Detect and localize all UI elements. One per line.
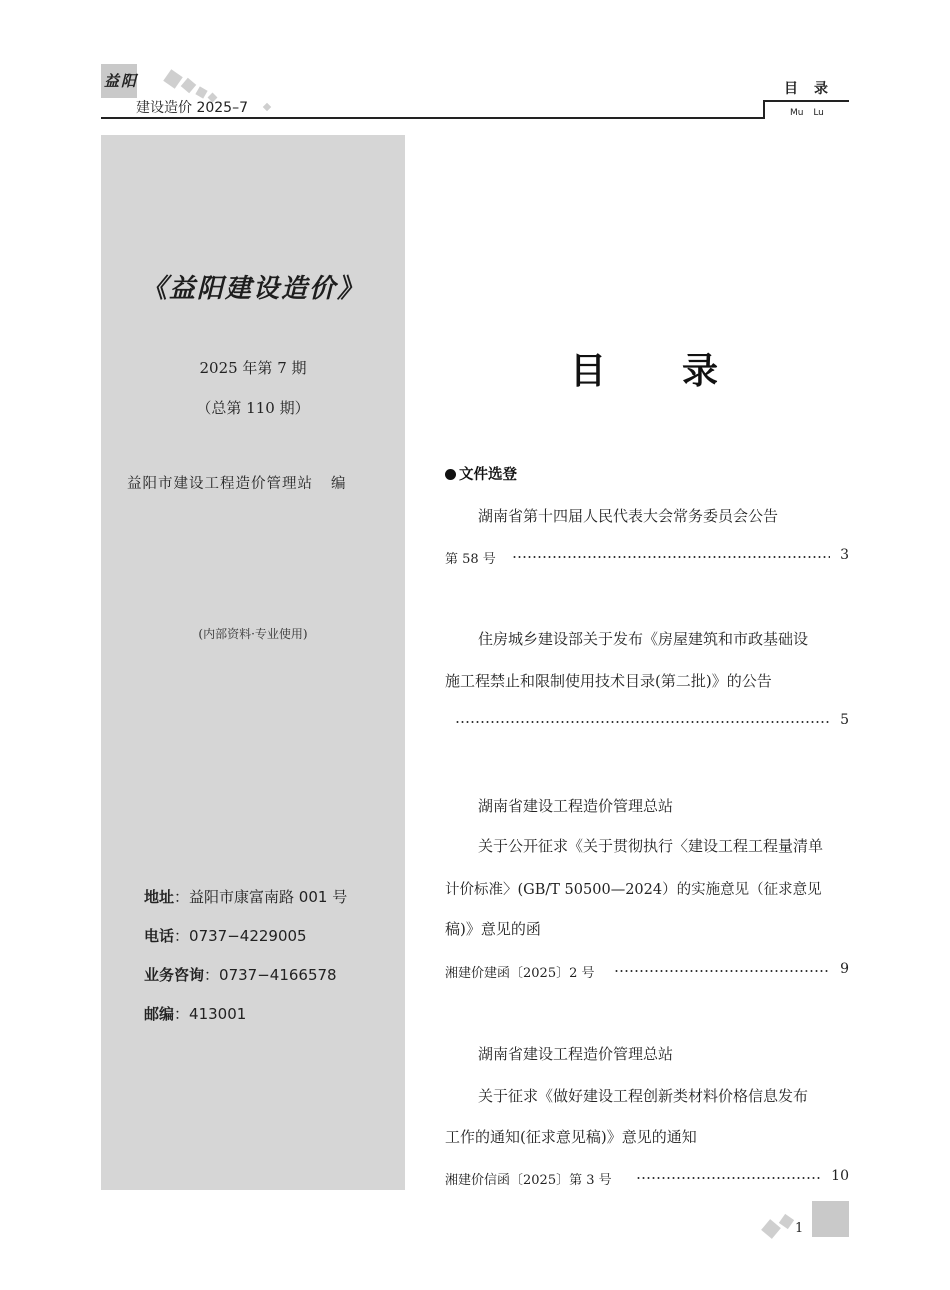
toc-entry-line[interactable]: 湖南省建设工程造价管理总站 (478, 797, 674, 815)
contact-value: 413001 (189, 1005, 247, 1023)
header-rule-step (763, 100, 765, 119)
contact-label: 邮编 (144, 1005, 175, 1023)
editor-org: 益阳市建设工程造价管理站 (127, 476, 313, 492)
issue-number: 2025 年第 7 期 (199, 359, 307, 377)
contact-value: 0737−4166578 (219, 966, 337, 984)
decorative-tile (779, 1214, 794, 1229)
toc-leader-dots (455, 721, 830, 723)
contact-postcode (144, 1003, 246, 1024)
total-issue-number: （总第 110 期） (196, 399, 310, 417)
bullet-icon (445, 469, 456, 480)
toc-leader-dots (636, 1177, 822, 1179)
toc-leader-dots (512, 556, 830, 558)
toc-entry-page[interactable]: 9 (840, 961, 849, 977)
internal-use-note: (内部资料·专业使用) (198, 627, 308, 641)
editor-credit (127, 472, 347, 493)
toc-entry-ref: 湘建价建函〔2025〕2 号 (445, 966, 595, 981)
decorative-tile (181, 78, 196, 93)
magazine-title: 《益阳建设造价》 (140, 274, 365, 304)
header-rule-right (765, 100, 849, 102)
contact-label: 业务咨询 (144, 966, 205, 984)
toc-entry-page[interactable]: 5 (840, 712, 849, 728)
logo-text: 益阳 (104, 72, 139, 90)
contact-label: 地址 (144, 888, 175, 906)
contact-separator: ： (204, 966, 220, 984)
header-issue-label: 建设造价 2025–7 (136, 100, 248, 116)
toc-entry-line[interactable]: 住房城乡建设部关于发布《房屋建筑和市政基础设 (478, 630, 809, 648)
toc-entry-line[interactable]: 工作的通知(征求意见稿)》意见的通知 (445, 1128, 697, 1146)
toc-entry-line[interactable]: 湖南省建设工程造价管理总站 (478, 1045, 674, 1063)
toc-entry-page[interactable]: 10 (831, 1168, 849, 1184)
toc-entry-ref: 第 58 号 (445, 552, 496, 567)
toc-entry-line[interactable]: 计价标准〉(GB/T 50500—2024）的实施意见（征求意见 (445, 882, 822, 898)
contact-label: 电话 (144, 927, 175, 945)
contact-address (144, 886, 347, 907)
editor-suffix: 编 (331, 476, 347, 492)
decorative-tile (263, 103, 271, 111)
contact-business-inquiry (144, 964, 337, 985)
toc-leader-dots (614, 970, 830, 972)
toc-entry-line[interactable]: 施工程禁止和限制使用技术目录(第二批)》的公告 (445, 672, 772, 690)
toc-entry-line[interactable]: 湖南省第十四届人民代表大会常务委员会公告 (478, 507, 779, 525)
header-section-pinyin: Mu Lu (790, 108, 824, 118)
header-section-label: 目录 (784, 81, 844, 97)
toc-section-heading (445, 463, 517, 484)
toc-entry-page[interactable]: 3 (840, 547, 849, 563)
header-rule (101, 117, 763, 119)
contact-separator: ： (174, 1005, 190, 1023)
contact-separator: ： (174, 888, 190, 906)
page-number: 1 (795, 1221, 804, 1236)
contact-separator: ： (174, 927, 190, 945)
page-number-box (812, 1201, 849, 1237)
contact-value: 益阳市康富南路 001 号 (189, 888, 348, 906)
toc-entry-line[interactable]: 关于公开征求《关于贯彻执行〈建设工程工程量清单 (478, 837, 824, 855)
toc-entry-line[interactable]: 关于征求《做好建设工程创新类材料价格信息发布 (478, 1087, 809, 1105)
contact-phone (144, 925, 307, 946)
toc-section-label: 文件选登 (459, 467, 517, 483)
toc-entry-ref: 湘建价信函〔2025〕第 3 号 (445, 1173, 612, 1188)
toc-entry-line[interactable]: 稿)》意见的函 (445, 920, 541, 938)
contact-value: 0737−4229005 (189, 927, 307, 945)
toc-title: 目录 (570, 351, 795, 392)
